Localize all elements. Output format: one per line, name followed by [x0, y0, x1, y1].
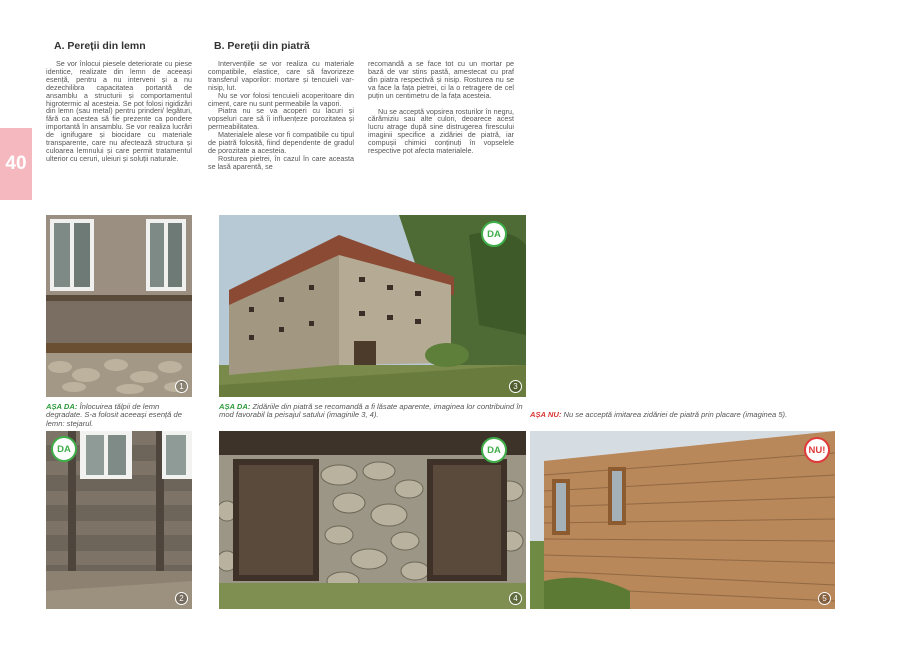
photo-number: 2 — [175, 592, 188, 605]
photo-timber-sill-replacement — [46, 215, 192, 397]
caption-lead-nu: AȘA NU: — [530, 410, 562, 419]
photo-4-image — [219, 431, 526, 609]
section-b-column-2 — [368, 60, 514, 155]
caption-lead-da: AȘA DA: — [219, 402, 251, 411]
photo-number: 3 — [509, 380, 522, 393]
caption-text: Zidăriile din piatră se recomandă a fi lăsate aparente, imaginea lor contribuind în mod favorabil la peisajul satului (imaginile 3, 4). — [219, 402, 523, 420]
photo-number: 5 — [818, 592, 831, 605]
badge-da: DA — [481, 221, 507, 247]
section-b-paragraph: Piatra nu se va acoperi cu lacuri și vopseluri care să îi influențeze porozitatea și permeabilitatea. — [208, 106, 354, 132]
caption-photos-3-4 — [219, 403, 527, 420]
section-b-paragraph: Nu se vor folosi tencuieli acoperitoare din ciment, care nu sunt permeabile la vapori. — [208, 90, 354, 108]
section-a-paragraph: Se vor înlocui piesele deteriorate cu piese identice, realizate din lemn de aceeași esență, pentru a nu interveni și a nu dezechilibra capacitatea portantă de ansamblu a structurii și comportamentul higrotermic al acesteia. Se pot folosi rigidizări din lemn (sau metal) pentru prinderi/ legături, fără ca acestea să fie prezente ca pondere importantă în ansamblu. Se vor realiza lucrări de ignifugare și biocidare cu materiale transparente, care nu afectează structura și culoarea lemnului și care permit tratamentul ulterior cu ceruri, uleiuri și soluții naturale. — [46, 59, 192, 163]
photo-old-wooden-wall — [46, 431, 192, 609]
badge-da: DA — [481, 437, 507, 463]
caption-text: Nu se acceptă imitarea zidăriei de piatră prin placare (imaginea 5). — [563, 410, 788, 419]
photo-3-image — [219, 215, 526, 397]
section-b-paragraph: Materialele alese vor fi compatibile cu tipul de piatră folosită, fiind dependente de gradul de porozitate a acesteia. — [208, 130, 354, 155]
caption-lead-da: AȘA DA: — [46, 402, 78, 411]
caption-text: Înlocuirea tălpii de lemn degradate. S-a folosit aceeași esență de lemn: stejarul. — [46, 402, 182, 428]
section-b-paragraph: recomandă a se face tot cu un mortar pe bază de var stins pastă, amestecat cu praf din piatra respectivă și nisip. Rosturea nu se va face la fața pietrei, ci la o retragere de cel puțin un centimetru de la fața acesteia. — [368, 59, 514, 100]
badge-da: DA — [51, 436, 77, 462]
photo-5-image — [530, 431, 835, 609]
badge-nu: NU! — [804, 437, 830, 463]
photo-number: 1 — [175, 380, 188, 393]
section-b-paragraph: Rosturea pietrei, în cazul în care aceasta se lasă aparentă, se — [208, 153, 354, 171]
photo-1-image — [46, 215, 192, 397]
photo-stone-wall-doors — [219, 431, 526, 609]
page-number-tab: 40 — [0, 128, 32, 200]
photo-stone-house — [219, 215, 526, 397]
section-b-paragraph: Nu se acceptă vopsirea rosturilor în negru, cărămiziu sau alte culori, deoarece acest lucru atrage după sine distrugerea firescului imaginii specifice a zidăriei de piatră, iar compușii chimici conținuți în vopselele respective pot afecta materialele. — [368, 106, 514, 156]
photo-fake-stone-cladding — [530, 431, 835, 609]
caption-photo-5 — [530, 411, 850, 419]
photo-number: 4 — [509, 592, 522, 605]
section-b-column-1 — [208, 60, 354, 171]
section-b-heading: B. Pereții din piatră — [214, 40, 310, 52]
caption-photo-1 — [46, 403, 194, 428]
section-b-paragraph: Intervențiile se vor realiza cu materiale compatibile, elastice, care să favorizeze transferul vaporilor: mortare și tencuieli var-nisip, lut. — [208, 59, 354, 92]
section-a-heading: A. Pereții din lemn — [54, 40, 146, 52]
section-a-text — [46, 60, 192, 163]
